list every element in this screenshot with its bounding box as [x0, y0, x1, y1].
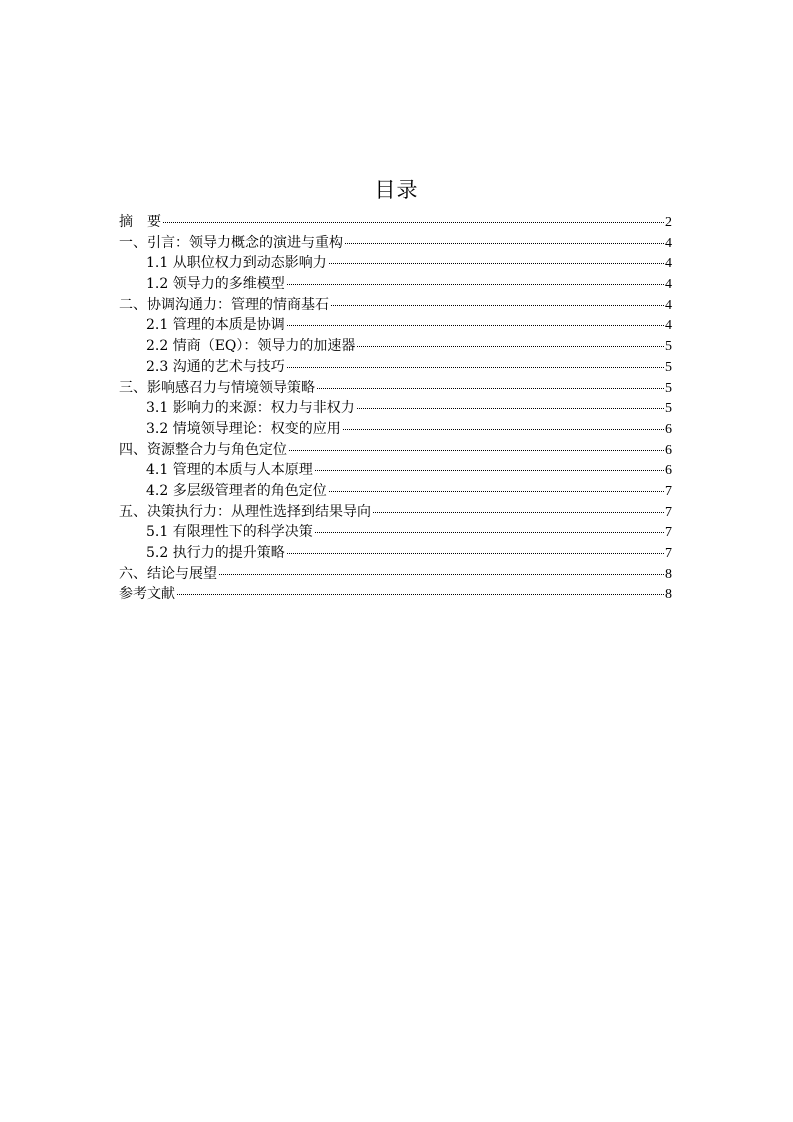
- toc-entry[interactable]: [119, 233, 672, 254]
- toc-entry[interactable]: [119, 460, 672, 481]
- toc-leader-dots: [289, 450, 664, 451]
- toc-entry-page: 7: [665, 546, 672, 561]
- toc-entry[interactable]: [119, 502, 672, 523]
- toc-entry-page: 4: [665, 297, 672, 313]
- toc-entry-page: 6: [665, 442, 672, 458]
- toc-leader-dots: [357, 346, 664, 347]
- toc-leader-dots: [287, 367, 664, 368]
- toc-entry[interactable]: [119, 357, 672, 378]
- toc-leader-dots: [219, 574, 664, 575]
- toc-entry-page: 8: [665, 587, 672, 603]
- toc-entry-page: 8: [665, 566, 672, 582]
- toc-entry-text: 2.1 管理的本质是协调: [146, 317, 285, 334]
- toc-leader-dots: [315, 470, 664, 471]
- toc-entry-text: 参考文献: [119, 586, 175, 603]
- toc-entry[interactable]: [119, 398, 672, 419]
- toc-leader-dots: [315, 532, 664, 533]
- toc-entry-text: 三、影响感召力与情境领导策略: [119, 379, 315, 396]
- toc-leader-dots: [317, 388, 664, 389]
- toc-entry-text: 4.2 多层级管理者的角色定位: [146, 482, 327, 499]
- toc-entry-text: 一、引言：领导力概念的演进与重构: [119, 234, 343, 251]
- toc-entry-page: 6: [665, 421, 672, 437]
- toc-entry-text: 3.2 情境领导理论：权变的应用: [146, 420, 341, 437]
- toc-entry[interactable]: [119, 253, 672, 274]
- toc-entry[interactable]: [119, 212, 672, 233]
- toc-entry-page: 6: [665, 463, 672, 479]
- toc-entry[interactable]: [119, 543, 672, 564]
- toc-entry[interactable]: [119, 378, 672, 399]
- toc-entry-text: 2.2 情商（EQ）：领导力的加速器: [146, 338, 356, 355]
- toc-entry-text: 2.3 沟通的艺术与技巧: [146, 358, 285, 375]
- toc-entry[interactable]: [119, 440, 672, 461]
- toc-entry-page: 5: [665, 359, 672, 375]
- toc-entry-text: 4.1 管理的本质与人本原理: [146, 462, 313, 479]
- toc-entry-page: 2: [665, 215, 672, 230]
- toc-entry-text: 四、资源整合力与角色定位: [119, 441, 287, 458]
- toc-entry-text: 1.1 从职位权力到动态影响力: [146, 255, 327, 272]
- toc-leader-dots: [287, 553, 664, 554]
- toc-entry-text: 五、决策执行力：从理性选择到结果导向: [119, 503, 371, 520]
- toc-entry-page: 4: [665, 235, 672, 251]
- toc-entry[interactable]: [119, 564, 672, 585]
- toc-entry-page: 5: [665, 339, 672, 355]
- toc-leader-dots: [177, 594, 664, 595]
- toc-list: [119, 212, 672, 605]
- toc-entry-page: 5: [665, 380, 672, 396]
- toc-entry-text: 摘 要: [119, 214, 161, 230]
- toc-entry[interactable]: [119, 481, 672, 502]
- toc-entry-page: 7: [665, 504, 672, 520]
- toc-leader-dots: [343, 429, 664, 430]
- toc-entry[interactable]: [119, 315, 672, 336]
- toc-leader-dots: [329, 491, 664, 492]
- toc-entry[interactable]: [119, 522, 672, 543]
- toc-entry-text: 六、结论与展望: [119, 565, 217, 582]
- toc-entry[interactable]: [119, 295, 672, 316]
- toc-leader-dots: [331, 305, 664, 306]
- toc-entry-text: 3.1 影响力的来源：权力与非权力: [146, 400, 355, 417]
- toc-entry-page: 7: [665, 483, 672, 499]
- toc-leader-dots: [163, 222, 664, 223]
- toc-entry[interactable]: [119, 419, 672, 440]
- toc-entry[interactable]: [119, 336, 672, 357]
- toc-entry-text: 5.1 有限理性下的科学决策: [146, 524, 313, 541]
- toc-entry-text: 5.2 执行力的提升策略: [146, 545, 285, 561]
- toc-entry-page: 4: [665, 277, 672, 293]
- toc-entry[interactable]: [119, 274, 672, 295]
- toc-leader-dots: [357, 408, 664, 409]
- toc-entry-page: 4: [665, 256, 672, 272]
- toc-leader-dots: [287, 284, 664, 285]
- toc-entry-text: 1.2 领导力的多维模型: [146, 276, 285, 293]
- toc-entry[interactable]: [119, 584, 672, 605]
- toc-leader-dots: [287, 325, 664, 326]
- toc-leader-dots: [345, 243, 664, 244]
- toc-leader-dots: [329, 263, 664, 264]
- toc-entry-page: 7: [665, 525, 672, 541]
- toc-entry-page: 4: [665, 318, 672, 334]
- toc-entry-text: 二、协调沟通力：管理的情商基石: [119, 296, 329, 313]
- toc-entry-page: 5: [665, 401, 672, 417]
- toc-leader-dots: [373, 512, 664, 513]
- toc-title: 目录: [374, 178, 419, 202]
